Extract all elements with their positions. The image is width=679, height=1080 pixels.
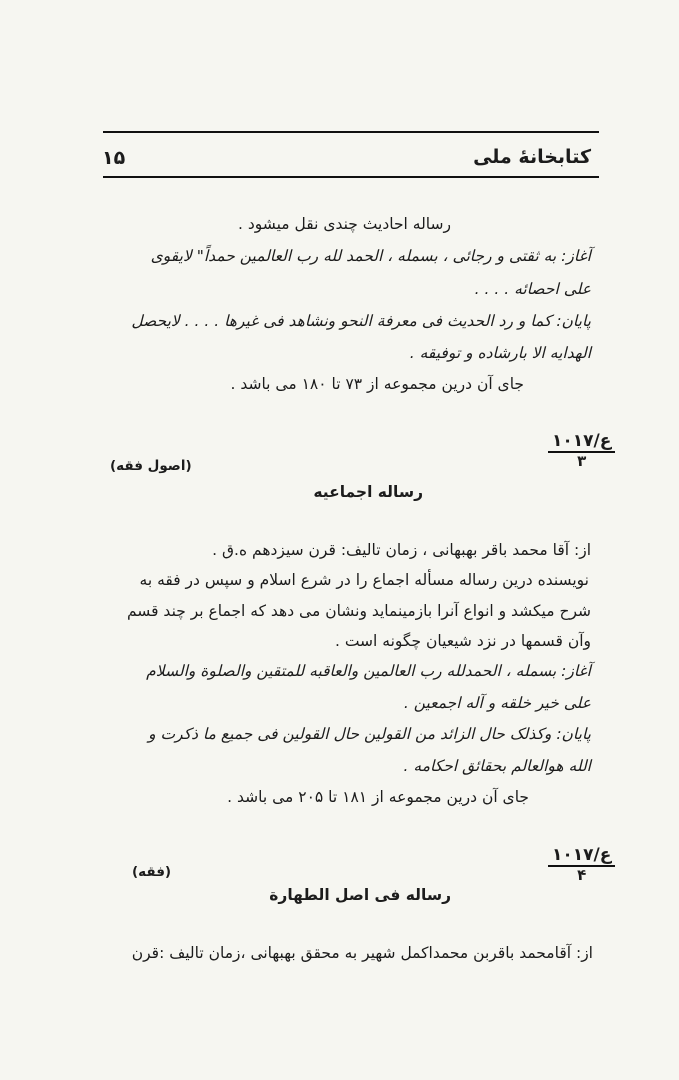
header-title: کتابخانهٔ ملی bbox=[473, 146, 591, 168]
call-number-3 bbox=[548, 432, 615, 469]
entry3-line-5: آغاز: بسمله ، الحمدلله رب العالمین والعاقبه للمتقین والصلوة والسلام bbox=[146, 662, 591, 680]
prev-line-2: آغاز: به ثقتی و رجائی ، بسمله ، الحمد لله رب العالمین حمداً" لایقوی bbox=[150, 247, 591, 265]
entry3-line-1: از: آقا محمد باقر بهبهانی ، زمان تالیف: قرن سیزدهم ه.ق . bbox=[212, 541, 591, 559]
entry3-line-4: وآن قسمها در نزد شیعیان چگونه است . bbox=[334, 632, 591, 650]
call-number-4 bbox=[548, 846, 615, 883]
call-number-3-sub: ۳ bbox=[577, 452, 587, 470]
entry3-line-8: الله هوالعالم بحقائق احکامه . bbox=[403, 757, 591, 775]
entry3-line-6: علی خیر خلقه و آله اجمعین . bbox=[403, 694, 591, 712]
entry4-line-1: از: آقامحمد باقربن محمداکمل شهیر به محقق بهبهانی ،زمان تالیف :قرن bbox=[131, 944, 593, 962]
prev-line-3: علی احصائه . . . . bbox=[474, 280, 591, 298]
entry3-line-2: نویسنده درین رساله مسأله اجماع را در شرع اسلام و سپس در فقه به bbox=[139, 571, 589, 589]
prev-line-5: الهدایه الا بارشاده و توفیقه . bbox=[409, 344, 591, 362]
header-rule-top bbox=[103, 131, 599, 133]
entry3-line-3: شرح میکشد و انواع آنرا بازمینماید ونشان می دهد که اجماع بر چند قسم bbox=[126, 602, 591, 620]
prev-line-1: رساله احادیث چندی نقل میشود . bbox=[238, 215, 451, 233]
prev-line-4: پایان: کما و رد الحدیث فی معرفة النحو ونشاهد فی غیرها . . . . لایحصل bbox=[131, 312, 591, 330]
subject-3: (اصول فقه) bbox=[110, 458, 192, 474]
call-number-3-main: ع/۱۰۱۷ bbox=[548, 432, 615, 453]
page-number: ۱۵ bbox=[102, 147, 126, 169]
prev-line-6: جای آن درین مجموعه از ۷۳ تا ۱۸۰ می باشد . bbox=[230, 375, 524, 393]
title-4: رساله فی اصل الطهارة bbox=[269, 886, 451, 904]
entry3-line-9: جای آن درین مجموعه از ۱۸۱ تا ۲۰۵ می باشد . bbox=[227, 788, 529, 806]
entry3-line-7: پایان: وکذلک حال الزائد من القولین حال القولین فی جمیع ما ذکرت و bbox=[148, 725, 591, 743]
header-rule-bottom bbox=[103, 176, 599, 178]
title-3: رساله اجماعیه bbox=[313, 483, 423, 501]
subject-4: (فقه) bbox=[132, 864, 172, 880]
call-number-4-sub: ۴ bbox=[577, 866, 587, 884]
call-number-4-main: ع/۱۰۱۷ bbox=[548, 846, 615, 867]
